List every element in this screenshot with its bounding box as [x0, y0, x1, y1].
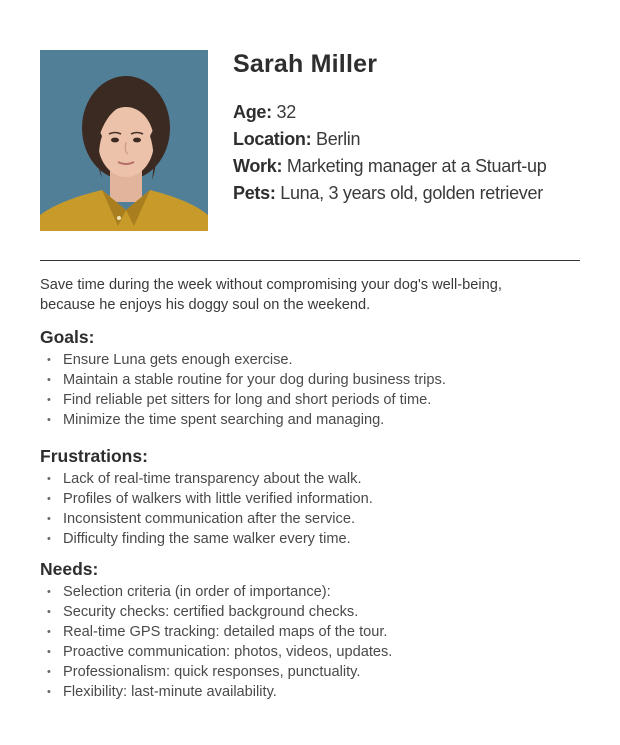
fact-label: Work:: [233, 156, 283, 176]
list-item: • Difficulty finding the same walker every time.: [40, 529, 600, 549]
fact-work: [233, 153, 546, 180]
list-item: • Profiles of walkers with little verified information.: [40, 489, 600, 509]
fact-location: [233, 126, 546, 153]
needs-list: [40, 582, 600, 702]
goals-section: [40, 326, 600, 430]
list-item: • Selection criteria (in order of importance):: [40, 582, 600, 602]
frustrations-section: [40, 445, 600, 549]
goals-list: [40, 350, 600, 430]
persona-summary: Save time during the week without compromising your dog's well-being, because he enjoys his doggy soul on the weekend.: [40, 277, 502, 313]
fact-value: Berlin: [311, 129, 361, 149]
fact-label: Pets:: [233, 183, 276, 203]
fact-value: Marketing manager at a Stuart-up: [282, 156, 547, 176]
fact-age: [233, 99, 546, 126]
list-item: • Minimize the time spent searching and managing.: [40, 410, 600, 430]
list-item: • Real-time GPS tracking: detailed maps of the tour.: [40, 622, 600, 642]
needs-heading: Needs:: [40, 559, 99, 579]
fact-label: Age:: [233, 102, 272, 122]
goals-heading: Goals:: [40, 327, 95, 347]
list-item: • Security checks: certified background checks.: [40, 602, 600, 622]
list-item: • Proactive communication: photos, videos, updates.: [40, 642, 600, 662]
profile-photo: [40, 50, 208, 231]
list-item: • Inconsistent communication after the service.: [40, 509, 600, 529]
needs-section: [40, 558, 600, 702]
fact-label: Location:: [233, 129, 312, 149]
list-item: • Maintain a stable routine for your dog during business trips.: [40, 370, 600, 390]
fact-value: 32: [271, 102, 296, 122]
fact-pets: [233, 180, 546, 207]
fact-value: Luna, 3 years old, golden retriever: [275, 183, 543, 203]
frustrations-list: [40, 469, 600, 549]
list-item: • Flexibility: last-minute availability.: [40, 682, 600, 702]
persona-facts: [233, 99, 546, 207]
section-divider: [40, 260, 580, 261]
portrait-illustration: [40, 50, 208, 231]
list-item: • Find reliable pet sitters for long and short periods of time.: [40, 390, 600, 410]
frustrations-heading: Frustrations:: [40, 446, 148, 466]
persona-name: Sarah Miller: [233, 50, 378, 78]
list-item: • Professionalism: quick responses, punctuality.: [40, 662, 600, 682]
list-item: • Lack of real-time transparency about the walk.: [40, 469, 600, 489]
list-item: • Ensure Luna gets enough exercise.: [40, 350, 600, 370]
